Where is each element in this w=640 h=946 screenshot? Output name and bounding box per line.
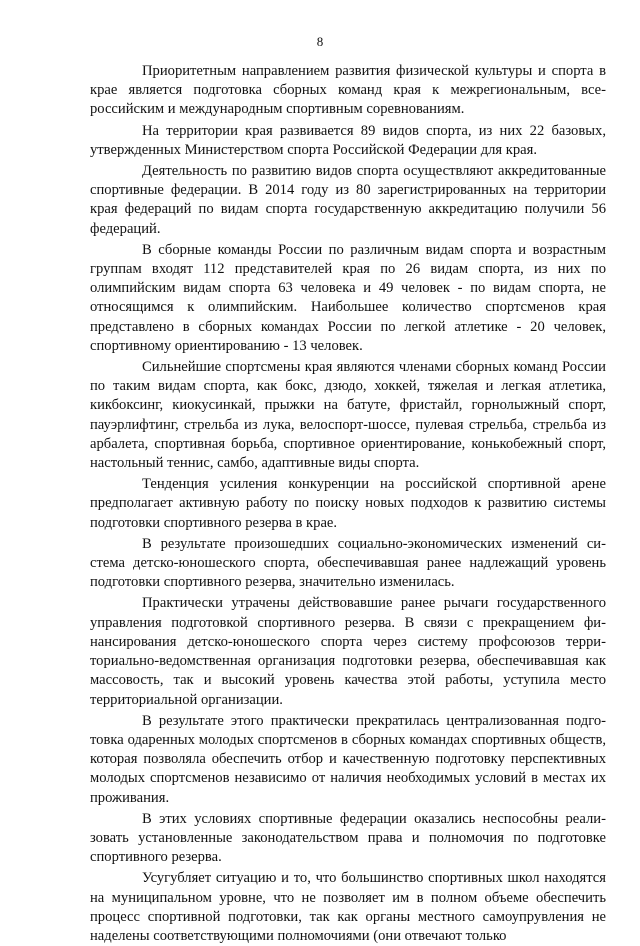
paragraph-lost-levers: Практически утрачены действовавшие ранее рычаги государственного управления подготовкой спортивного резерва. В связи с прекращением финансирования детско-юношеского спорта через систему профсоюзов территориально-ведомственная организация подготовки резерва, обеспечивавшая как массовость, так и высокий уровень качества этой работы, уступила место территориальной организации.: [90, 595, 606, 708]
paragraph-federations-unable: В этих условиях спортивные федерации оказались неспособны реализовать установленные законодательством права и полномочия по подготовке спортивного резерва.: [90, 810, 606, 866]
paragraph-priority-direction: Приоритетным направлением развития физической культуры и спорта в крае является подготовка сборных команд края к межрегиональным, всероссийским и международным спортивным соревнованиям.: [90, 63, 606, 118]
document-body: [90, 62, 606, 946]
paragraph-sports-types: На территории края развивается 89 видов спорта, из них 22 базовых, утвержденных Министерством спорта Российской Федерации для края.: [90, 122, 606, 158]
paragraph-centralized-training: В результате этого практически прекратилась централизованная подготовка одаренных молодых спортсменов в сборных командах спортивных обществ, которая позволяла обеспечить отбор и качественную подготовку перспективных молодых спортсменов независимо от наличия необходимых условий в местах их проживания.: [90, 712, 606, 806]
paragraph-municipal-schools: Усугубляет ситуацию и то, что большинство спортивных школ находятся на муниципальном уровне, что не позволяет им в полном объеме обеспечить процесс спортивной подготовки, так как органы местного самоупрувления не наделены соответствующими полномочиями (они отвечают только: [90, 870, 606, 944]
paragraph-national-teams: В сборные команды России по различным видам спорта и возрастным группам входят 112 представителей края по 26 видам спорта, из них по олимпийским видам спорта 63 человека и 49 человек - по видам спорта, не относящимся к олимпийским. Наибольшее количество спортсменов края представлено в сборных командах России по легкой атлетике - 20 человек, спортивному ориентированию - 13 человек.: [90, 241, 606, 354]
page-number: 8: [316, 34, 324, 49]
paragraph-federations: Деятельность по развитию видов спорта осуществляют аккредитованные спортивные федерации. В 2014 году из 80 зарегистрированных на территории края федераций по видам спорта государственную аккредитацию получили 56 федераций.: [90, 163, 606, 237]
paragraph-socioeconomic-changes: В результате произошедших социально-экономических изменений система детско-юношеского спорта, обеспечивавшая ранее надлежащий уровень подготовки спортивного резерва, значительно изменилась.: [90, 535, 606, 591]
paragraph-competition-trend: Тенденция усиления конкуренции на российской спортивной арене предполагает активную работу по поиску новых подходов к развитию системы подготовки спортивного резерва в крае.: [90, 476, 606, 531]
paragraph-strongest-athletes: Сильнейшие спортсмены края являются членами сборных команд России по таким видам спорта, как бокс, дзюдо, хоккей, тяжелая и легкая атлетика, кикбоксинг, киокусинкай, прыжки на батуте, фристайл, горнолыжный спорт, пауэрлифтинг, стрельба из лука, велоспорт-шоссе, пулевая стрельба, стрельба из арбалета, спортивная борьба, спортивное ориентирование, конькобежный спорт, настольный теннис, самбо, адаптивные виды спорта.: [90, 359, 606, 472]
